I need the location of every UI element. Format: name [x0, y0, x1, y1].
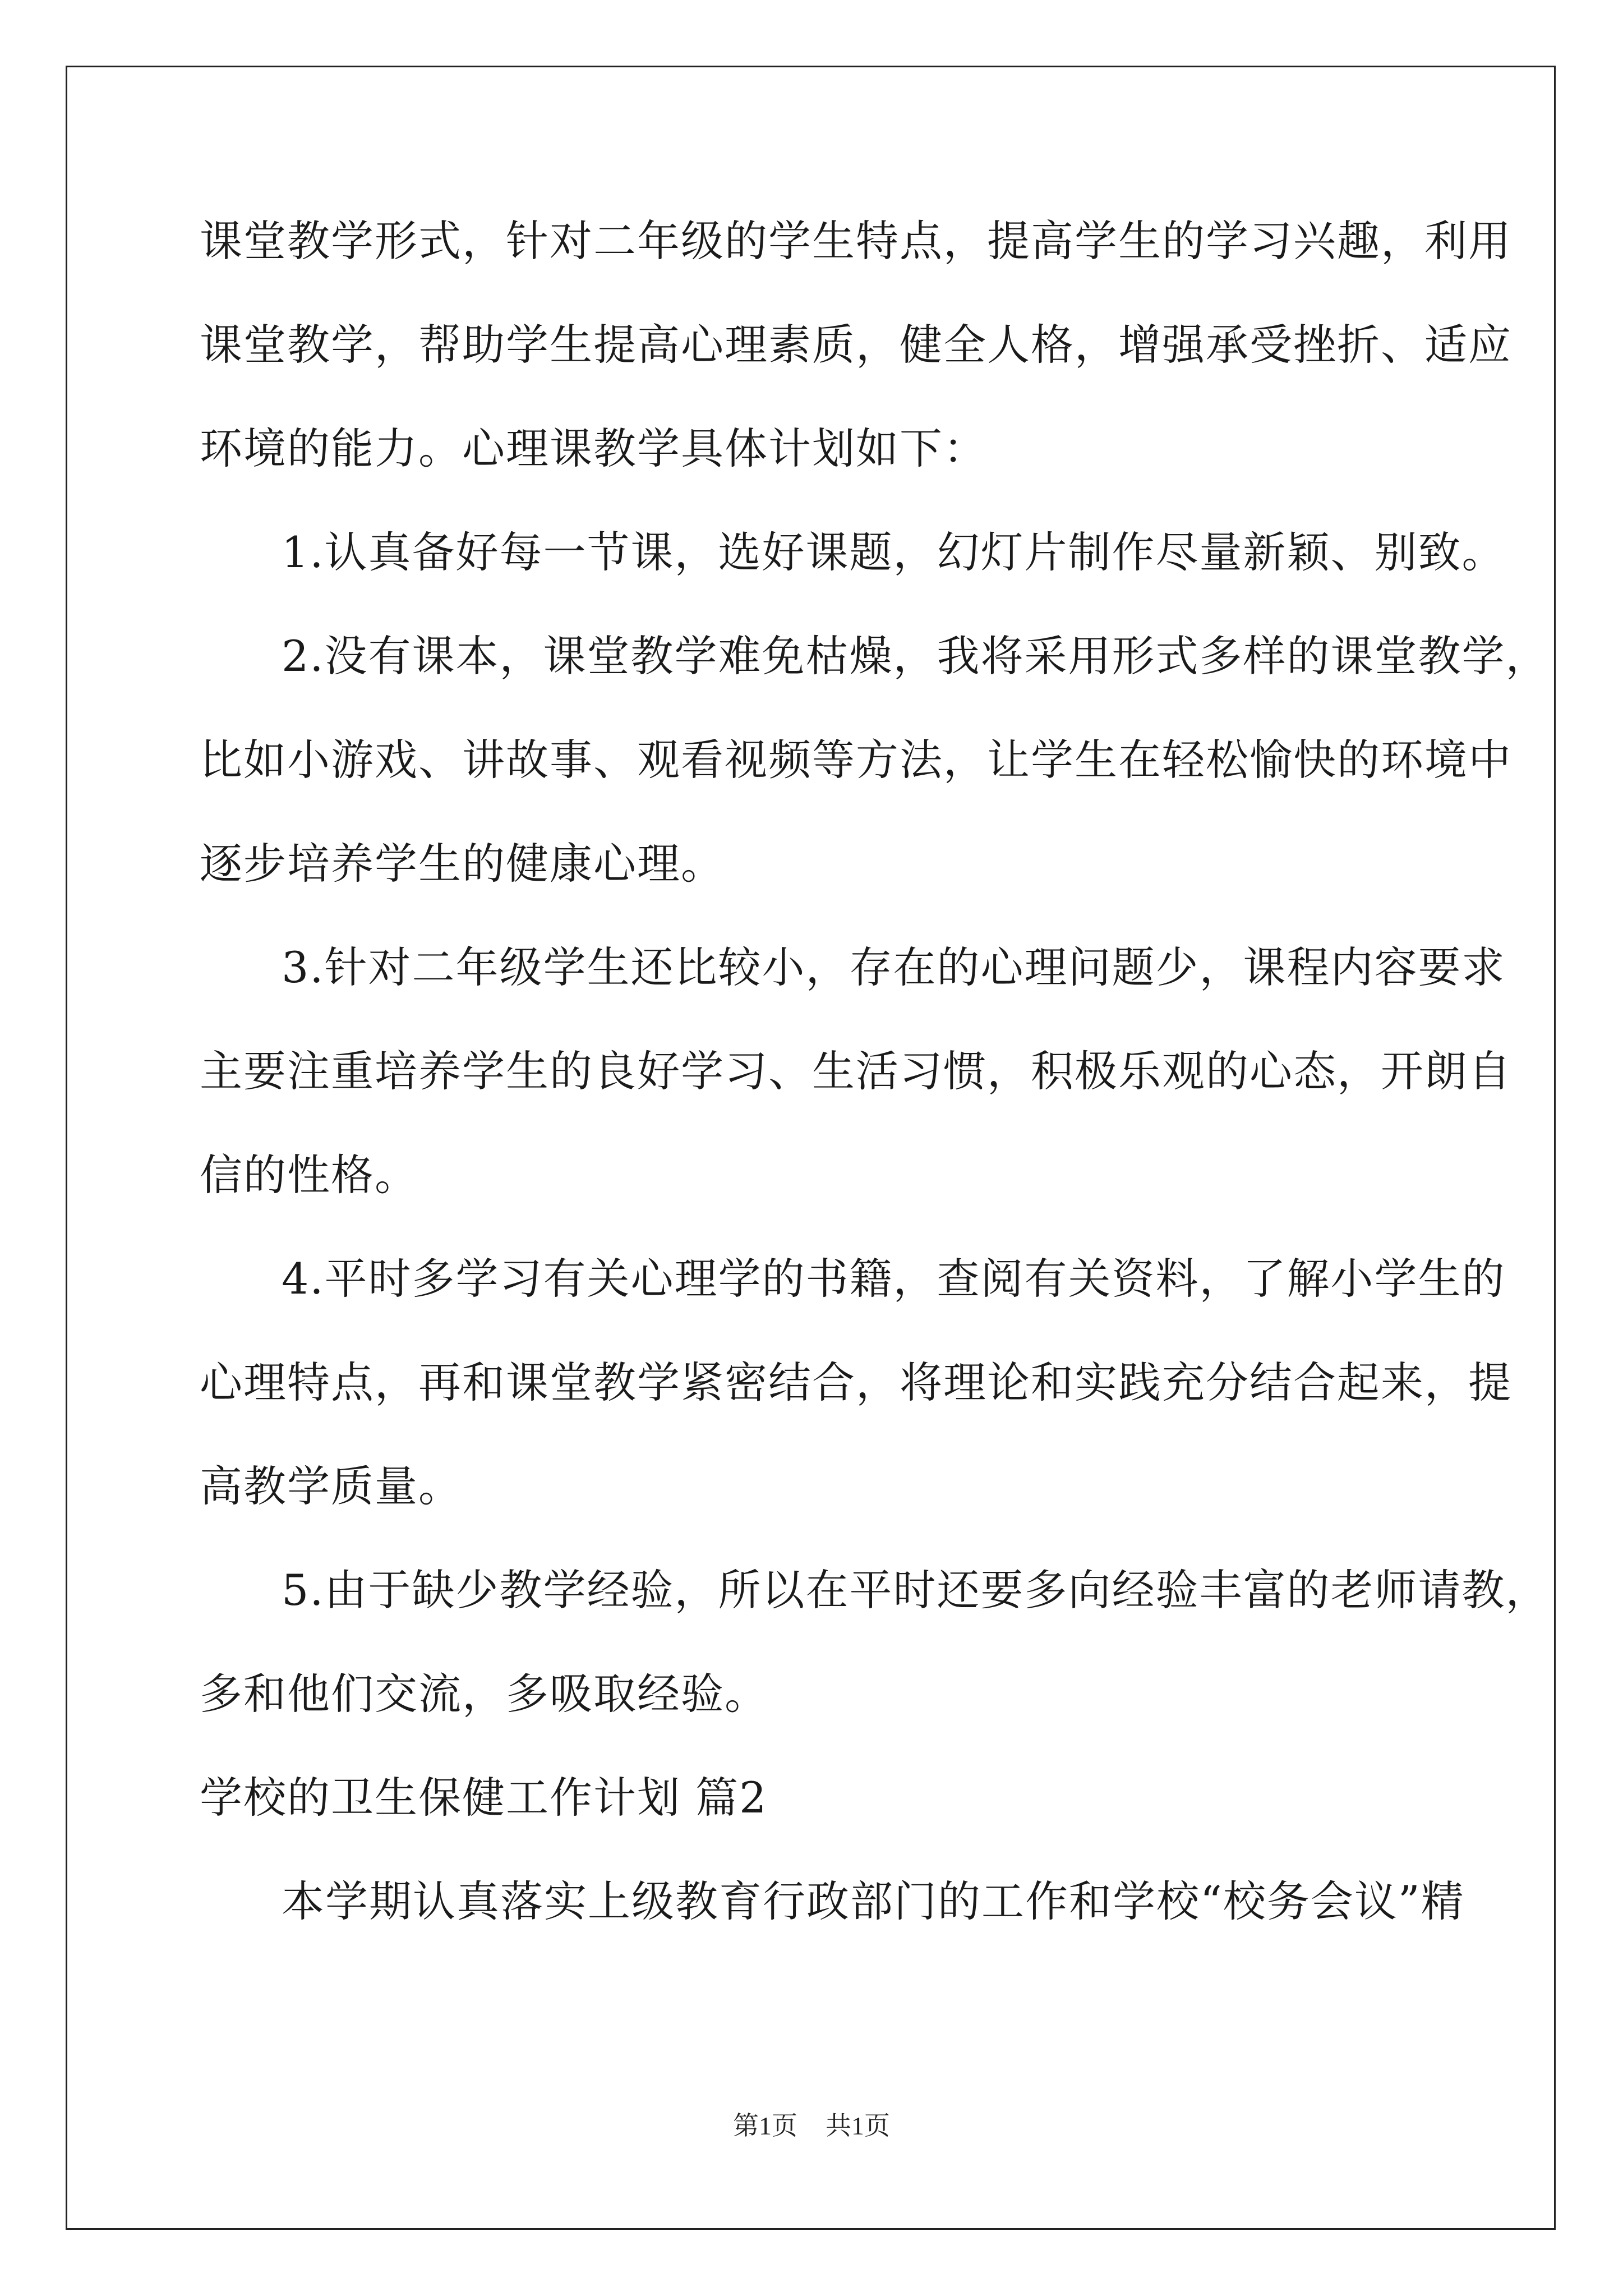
- list-item-3: 3.针对二年级学生还比较小，存在的心理问题少，课程内容要求: [282, 942, 1506, 992]
- text-line: 逐步培养学生的健康心理。: [200, 839, 725, 889]
- list-item-4: 4.平时多学习有关心理学的书籍，查阅有关资料，了解小学生的: [282, 1254, 1506, 1304]
- text-line: 环境的能力。心理课教学具体计划如下：: [200, 424, 987, 473]
- list-item-5: 5.由于缺少教学经验，所以在平时还要多向经验丰富的老师请教，: [282, 1565, 1550, 1615]
- text-line: 高教学质量。: [200, 1461, 462, 1511]
- page-total: 共1页: [826, 2111, 890, 2140]
- text-line: 多和他们交流，多吸取经验。: [200, 1669, 768, 1719]
- list-item-1: 1.认真备好每一节课，选好课题，幻灯片制作尽量新颖、别致。: [282, 527, 1506, 577]
- text-line: 本学期认真落实上级教育行政部门的工作和学校“校务会议”精: [282, 1876, 1465, 1926]
- text-line: 心理特点，再和课堂教学紧密结合，将理论和实践充分结合起来，提: [200, 1358, 1512, 1407]
- text-line: 课堂教学，帮助学生提高心理素质，健全人格，增强承受挫折、适应: [200, 320, 1512, 370]
- page-footer: [0, 2109, 1623, 2143]
- list-item-2: 2.没有课本，课堂教学难免枯燥，我将采用形式多样的课堂教学，: [282, 631, 1550, 681]
- page-number: 第1页: [733, 2111, 797, 2140]
- text-line: 信的性格。: [200, 1150, 418, 1200]
- text-line: 课堂教学形式，针对二年级的学生特点，提高学生的学习兴趣，利用: [200, 216, 1512, 266]
- text-line: 主要注重培养学生的良好学习、生活习惯，积极乐观的心态，开朗自: [200, 1046, 1512, 1096]
- text-line: 比如小游戏、讲故事、观看视频等方法，让学生在轻松愉快的环境中: [200, 735, 1512, 785]
- section-heading: 学校的卫生保健工作计划 篇2: [200, 1773, 768, 1823]
